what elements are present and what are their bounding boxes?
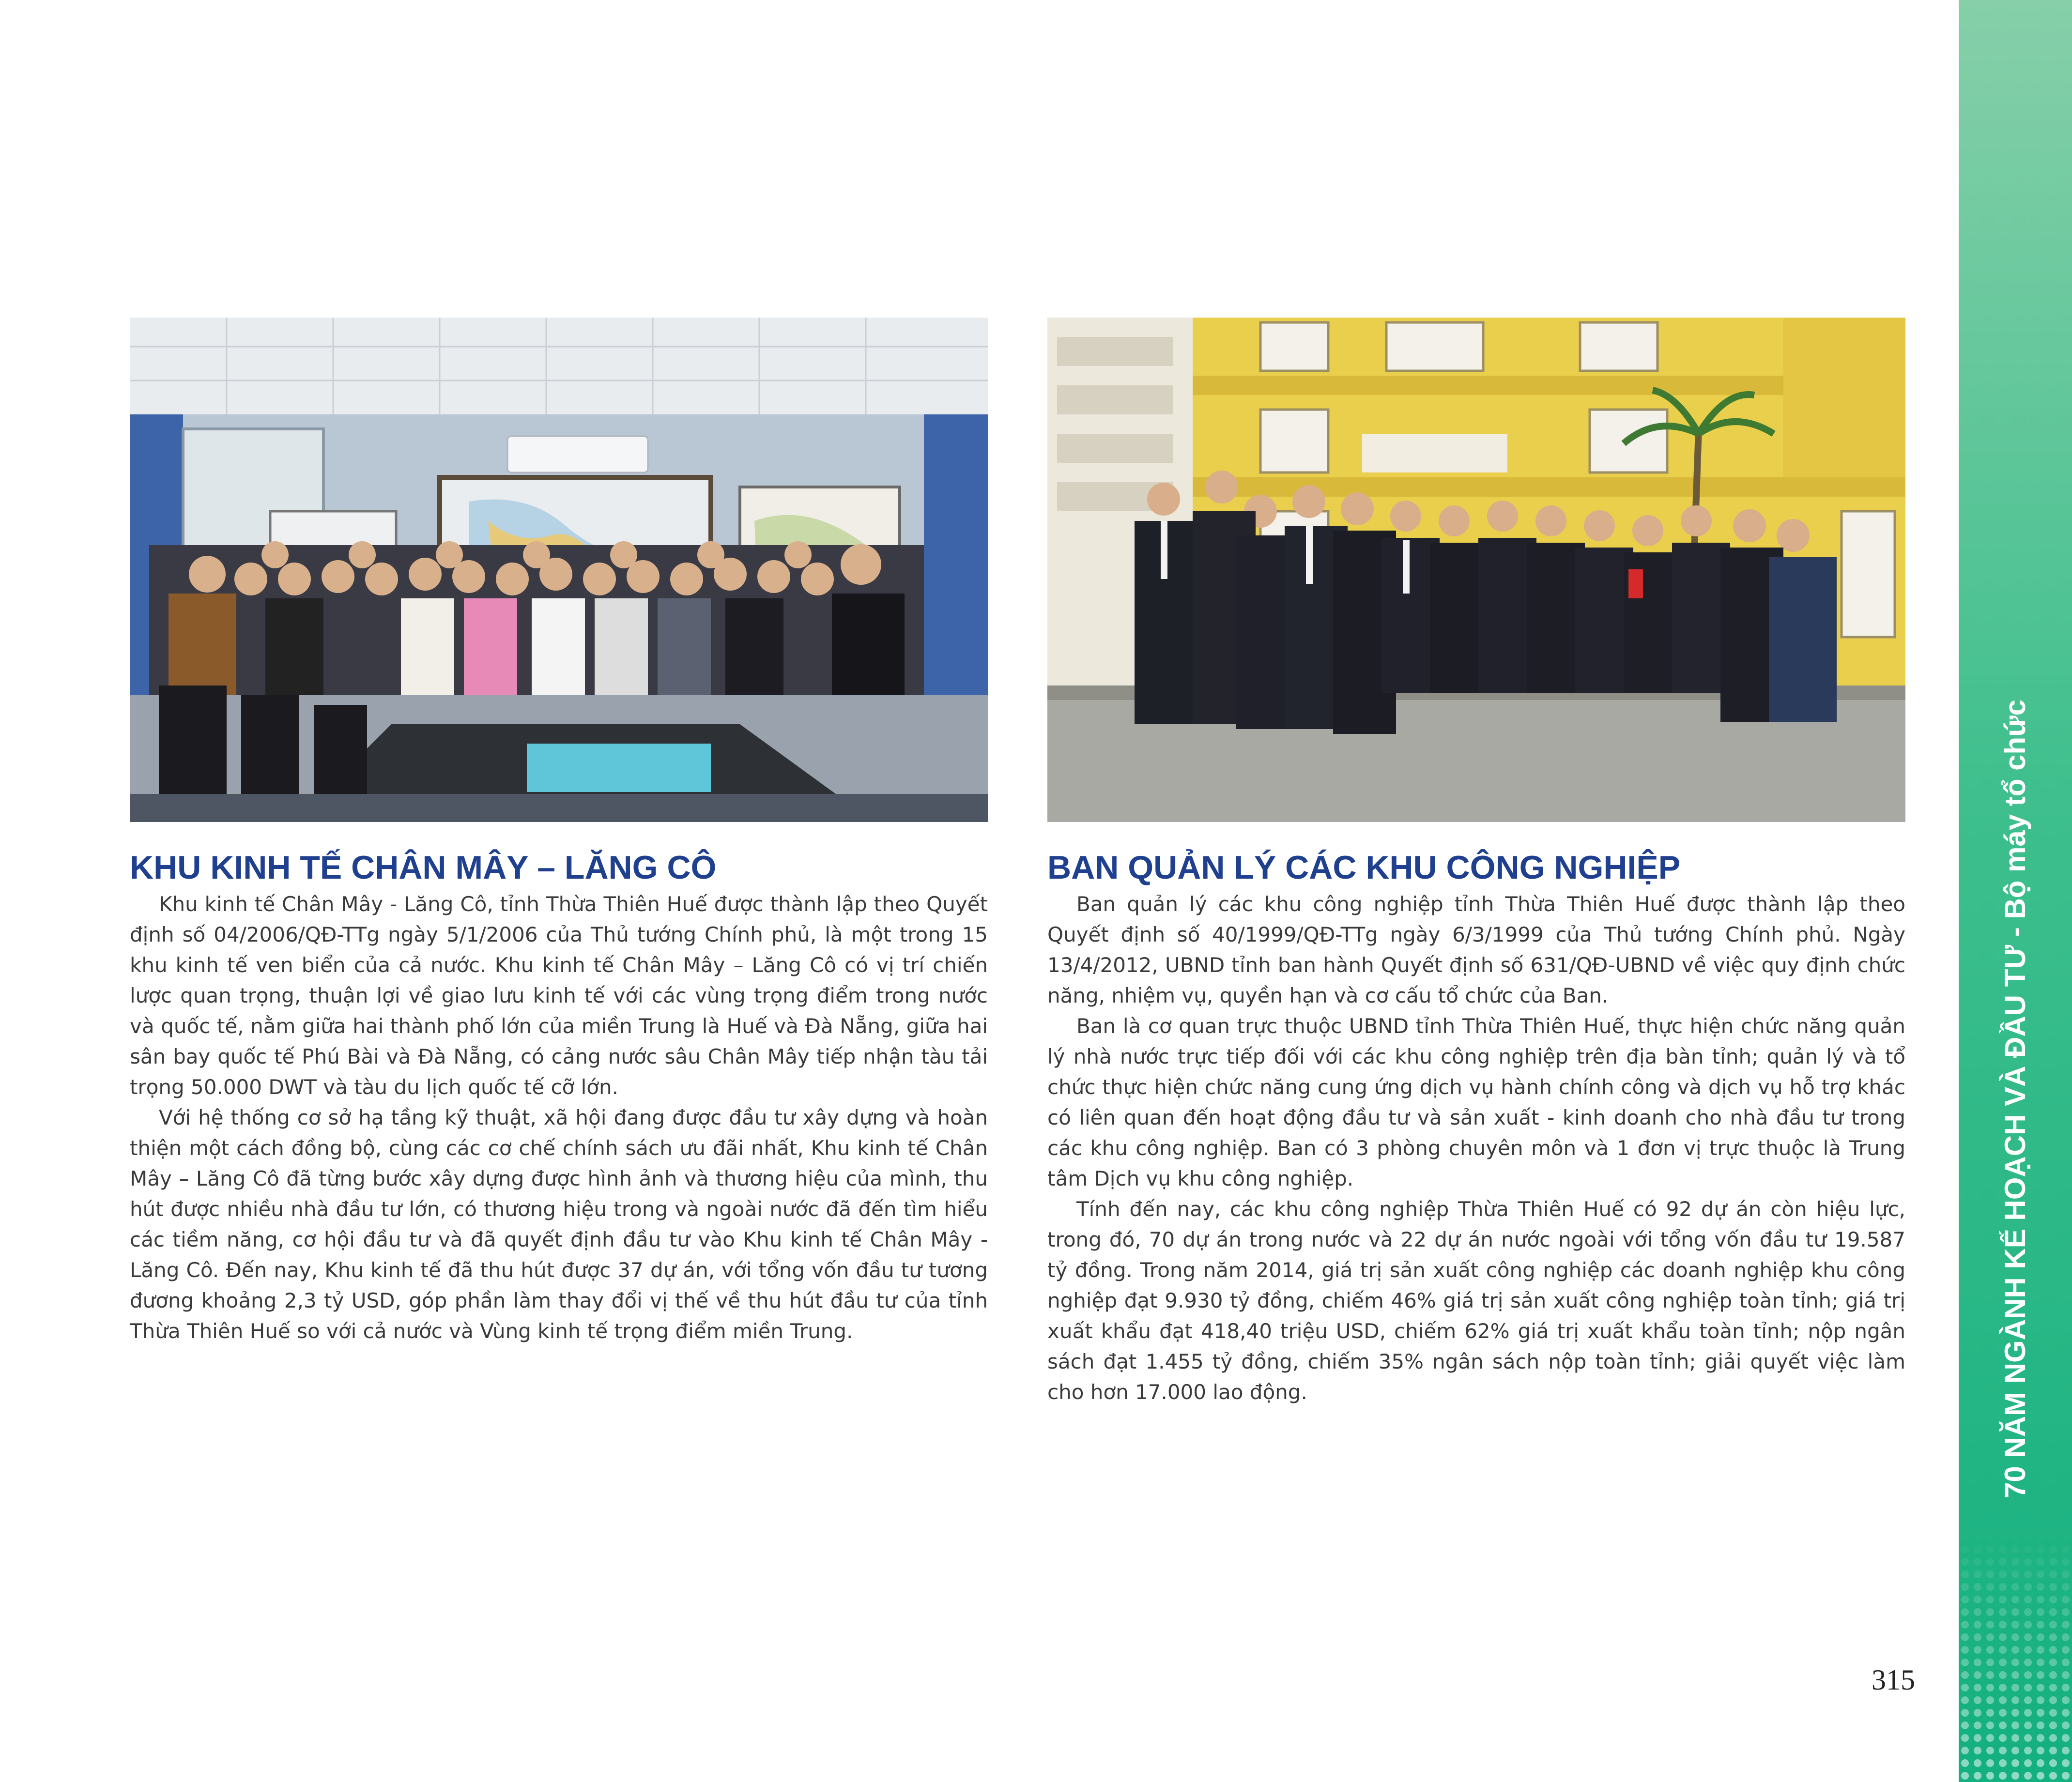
left-paragraph-2: Với hệ thống cơ sở hạ tầng kỹ thuật, xã hội đang được đầu tư xây dựng và hoàn thiện một cách đồng bộ, cùng các cơ chế chính sách ưu đãi nhất, Khu kinh tế Chân Mây – Lăng Cô đã từng bước xây dựng được hình ảnh và thương hiệu của mình, thu hút được nhiều nhà đầu tư lớn, có thương hiệu trong và ngoài nước đã đến tìm hiểu các tiềm năng, cơ hội đầu tư và đã quyết định đầu tư vào Khu kinh tế Chân Mây - Lăng Cô. Đến nay, Khu kinh tế đã thu hút được 37 dự án, với tổng vốn đầu tư tương đương khoảng 2,3 tỷ USD, góp phần làm thay đổi vị thế về thu hút đầu tư của tỉnh Thừa Thiên Huế so với cả nước và Vùng kinh tế trọng điểm miền Trung. [130,1106,988,1343]
photo-outdoor-group [1047,318,1905,822]
right-section-body [1047,889,1905,1407]
page-number: 315 [1872,1664,1915,1696]
right-paragraph-2: Ban là cơ quan trực thuộc UBND tỉnh Thừa Thiên Huế, thực hiện chức năng quản lý nhà nước trực tiếp đối với các khu công nghiệp trên địa bàn tỉnh; quản lý và tổ chức thực hiện chức năng cung ứng dịch vụ hành chính công và dịch vụ hỗ trợ khác có liên quan đến hoạt động đầu tư và sản xuất - kinh doanh cho nhà đầu tư trong các khu công nghiệp. Ban có 3 phòng chuyên môn và 1 đơn vị trực thuộc là Trung tâm Dịch vụ khu công nghiệp. [1047,1014,1905,1190]
right-paragraph-1: Ban quản lý các khu công nghiệp tỉnh Thừa Thiên Huế được thành lập theo Quyết định số 40/1999/QĐ-TTg ngày 6/3/1999 của Thủ tướng Chính phủ. Ngày 13/4/2012, UBND tỉnh ban hành Quyết định số 631/QĐ-UBND về việc quy định chức năng, nhiệm vụ, quyền hạn và cơ cấu tổ chức của Ban. [1047,892,1905,1007]
halftone-dots-decoration [1959,1530,2072,1782]
sidebar-chapter-label: 70 NĂM NGÀNH KẾ HOẠCH VÀ ĐẦU TƯ - Bộ máy tổ chức [1999,699,2031,1499]
left-section-title: KHU KINH TẾ CHÂN MÂY – LĂNG CÔ [130,849,717,886]
left-paragraph-1: Khu kinh tế Chân Mây - Lăng Cô, tỉnh Thừa Thiên Huế được thành lập theo Quyết định số 04/2006/QĐ-TTg ngày 5/1/2006 của Thủ tướng Chính phủ, là một trong 15 khu kinh tế ven biển của cả nước. Khu kinh tế Chân Mây – Lăng Cô có vị trí chiến lược quan trọng, thuận lợi về giao lưu kinh tế với các vùng trọng điểm trong nước và quốc tế, nằm giữa hai thành phố lớn của miền Trung là Huế và Đà Nẵng, giữa hai sân bay quốc tế Phú Bài và Đà Nẵng, có cảng nước sâu Chân Mây tiếp nhận tàu tải trọng 50.000 DWT và tàu du lịch quốc tế cỡ lớn. [130,892,988,1099]
chapter-sidebar [1959,0,2072,1782]
photo-border-strip [130,794,988,822]
photo-meeting-room-group [130,318,988,822]
right-paragraph-3: Tính đến nay, các khu công nghiệp Thừa Thiên Huế có 92 dự án còn hiệu lực, trong đó, 70 dự án trong nước và 22 dự án nước ngoài với tổng vốn đầu tư 19.587 tỷ đồng. Trong năm 2014, giá trị sản xuất công nghiệp các doanh nghiệp khu công nghiệp đạt 9.930 tỷ đồng, chiếm 46% giá trị sản xuất công nghiệp toàn tỉnh; giá trị xuất khẩu đạt 418,40 triệu USD, chiếm 62% giá trị xuất khẩu toàn tỉnh; nộp ngân sách đạt 1.455 tỷ đồng, chiếm 35% ngân sách nộp toàn tỉnh; giải quyết việc làm cho hơn 17.000 lao động. [1047,1197,1905,1404]
right-section-title: BAN QUẢN LÝ CÁC KHU CÔNG NGHIỆP [1047,849,1681,886]
left-section-body [130,889,988,1346]
